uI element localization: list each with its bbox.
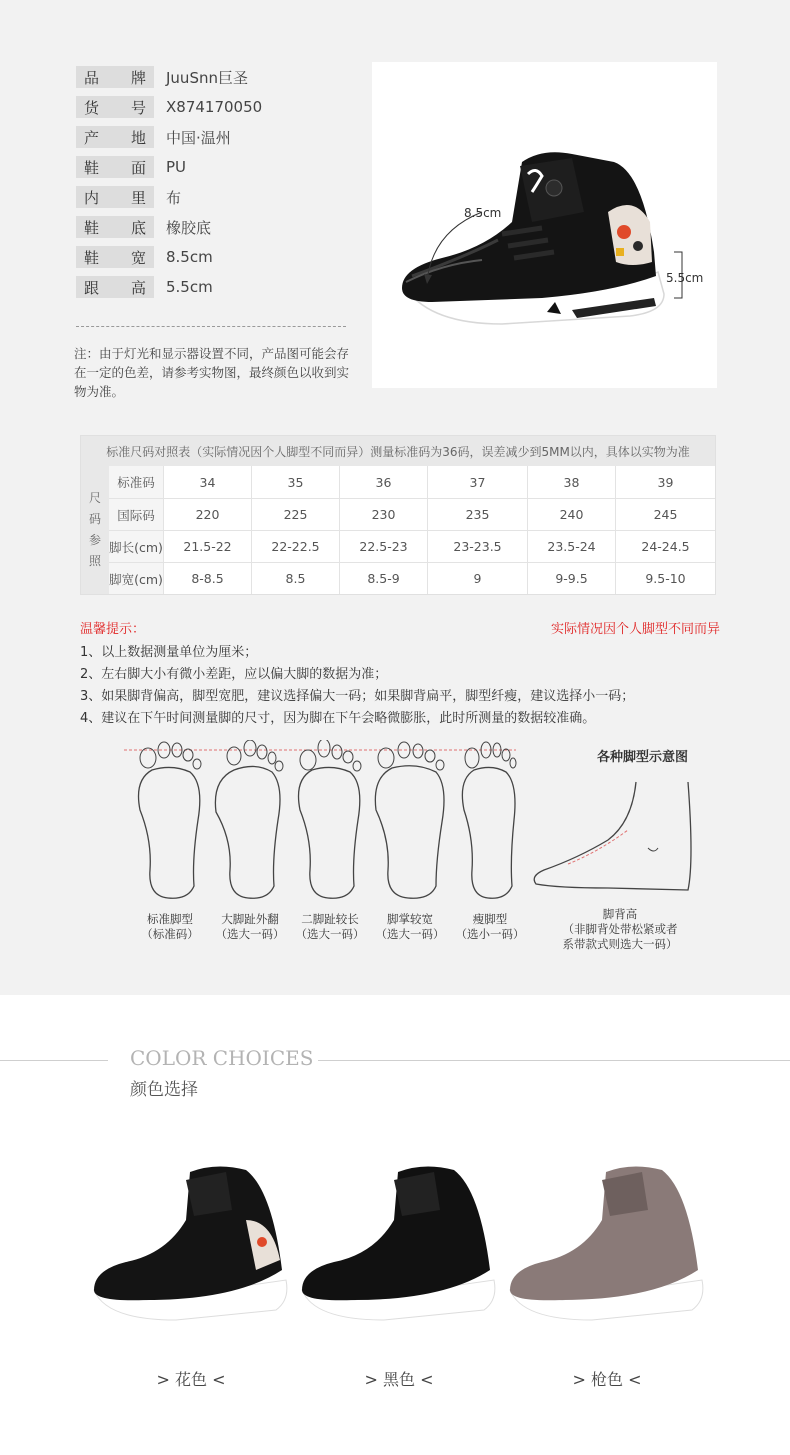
color-label-gunmetal[interactable]: > 枪色 < [572, 1370, 642, 1389]
foot-caption: 标准脚型 （标准码） [141, 912, 199, 941]
width-measure-label: 8.5cm [464, 206, 502, 220]
spec-row [76, 272, 346, 302]
size-row [109, 466, 715, 498]
section-divider [318, 1060, 790, 1061]
spec-value: X874170050 [166, 98, 263, 116]
spec-value: 橡胶底 [166, 218, 212, 237]
spec-key: 内 里 [76, 186, 154, 208]
color-note: 注：由于灯光和显示器设置不同，产品图可能会存在一定的色差，请参考实物图，最终颜色以收到实物为准。 [74, 346, 350, 399]
size-chart-title: 标准尺码对照表（实际情况因个人脚型不同而异）测量标准码为36码，误差减少到5MM以内，具体以实物为准 [81, 436, 715, 466]
size-cell: 8.5 [251, 563, 339, 594]
size-cell: 8.5-9 [339, 563, 427, 594]
foot-slim [452, 740, 528, 904]
tips-title: 温馨提示： [80, 622, 146, 637]
side-char: 码 [88, 512, 101, 526]
instep-illustration [528, 772, 708, 902]
side-char: 参 [88, 533, 101, 547]
size-cell: 22-22.5 [251, 531, 339, 562]
size-cell: 8-8.5 [163, 563, 251, 594]
color-choices-title: COLOR CHOICES [130, 1046, 314, 1070]
size-cell: 36 [339, 466, 427, 498]
color-label-black[interactable]: > 黑色 < [364, 1370, 434, 1389]
size-row [109, 562, 715, 594]
size-cell: 9 [427, 563, 527, 594]
spec-value: JuuSnn巨圣 [166, 68, 248, 87]
foot-caption: 脚掌较宽 （选大一码） [375, 912, 445, 941]
size-cell: 245 [615, 499, 715, 530]
size-cell: 38 [527, 466, 615, 498]
size-cell: 37 [427, 466, 527, 498]
row-label: 脚长(cm) [109, 531, 163, 562]
size-cell: 9.5-10 [615, 563, 715, 594]
foot-types [120, 740, 525, 950]
spec-row [76, 212, 346, 242]
size-cell: 225 [251, 499, 339, 530]
shoe-measure-illustration [372, 62, 717, 388]
spec-key: 鞋 面 [76, 156, 154, 178]
size-cell: 9-9.5 [527, 563, 615, 594]
color-choices-subtitle: 颜色选择 [130, 1080, 198, 1100]
foot-bunion [212, 740, 288, 904]
foot-wide [372, 740, 448, 904]
spec-key: 产 地 [76, 126, 154, 148]
side-char: 尺 [88, 491, 101, 505]
instep-caption: 脚背高 （非脚背处带松紧或者 系带款式则选大一码） [562, 907, 678, 951]
spec-key: 鞋 宽 [76, 246, 154, 268]
foot-caption: 瘦脚型 （选小一码） [455, 912, 525, 941]
side-char: 照 [88, 554, 101, 568]
size-cell: 240 [527, 499, 615, 530]
size-cell: 235 [427, 499, 527, 530]
row-label: 脚宽(cm) [109, 563, 163, 594]
size-cell: 21.5-22 [163, 531, 251, 562]
tips-list [80, 642, 634, 730]
spec-value: 5.5cm [166, 278, 213, 296]
spec-value: 8.5cm [166, 248, 213, 266]
spec-divider [76, 326, 346, 327]
spec-row [76, 92, 346, 122]
tips-disclaimer: 实际情况因个人脚型不同而异 [550, 622, 720, 637]
tip-item: 4、建议在下午时间测量脚的尺寸，因为脚在下午会略微膨胀，此时所测量的数据较准确。 [80, 711, 596, 726]
spec-key: 货 号 [76, 96, 154, 118]
shoe-option-black[interactable] [294, 1150, 504, 1330]
row-label: 国际码 [109, 499, 163, 530]
foot-caption: 大脚趾外翻 （选大一码） [215, 912, 285, 941]
spec-list [76, 62, 346, 302]
spec-key: 品 牌 [76, 66, 154, 88]
spec-row [76, 242, 346, 272]
spec-key: 鞋 底 [76, 216, 154, 238]
foot-long-second-toe [292, 740, 368, 904]
size-row [109, 498, 715, 530]
heel-measure-label: 5.5cm [666, 271, 704, 285]
spec-row [76, 152, 346, 182]
size-cell: 24-24.5 [615, 531, 715, 562]
shoe-option-floral[interactable] [86, 1150, 296, 1330]
spec-key: 跟 高 [76, 276, 154, 298]
size-cell: 220 [163, 499, 251, 530]
color-label-floral[interactable]: > 花色 < [156, 1370, 226, 1389]
size-cell: 23.5-24 [527, 531, 615, 562]
size-cell: 39 [615, 466, 715, 498]
size-chart [80, 435, 716, 595]
size-chart-side-label [81, 466, 109, 594]
tip-item: 1、以上数据测量单位为厘米； [80, 645, 258, 660]
size-cell: 230 [339, 499, 427, 530]
foot-types-title: 各种脚型示意图 [597, 750, 689, 765]
spec-row [76, 122, 346, 152]
size-cell: 34 [163, 466, 251, 498]
spec-value: PU [166, 158, 187, 176]
size-cell: 35 [251, 466, 339, 498]
hero-shoe-image [372, 62, 717, 388]
row-label: 标准码 [109, 466, 163, 498]
section-divider [0, 1060, 108, 1061]
foot-standard [132, 740, 208, 904]
spec-row [76, 62, 346, 92]
size-cell: 22.5-23 [339, 531, 427, 562]
size-row [109, 530, 715, 562]
spec-row [76, 182, 346, 212]
spec-value: 布 [166, 188, 182, 207]
tip-item: 2、左右脚大小有微小差距，应以偏大脚的数据为准； [80, 667, 388, 682]
shoe-option-gunmetal[interactable] [502, 1150, 712, 1330]
foot-caption: 二脚趾较长 （选大一码） [295, 912, 365, 941]
tip-item: 3、如果脚背偏高，脚型宽肥，建议选择偏大一码；如果脚背扁平，脚型纤瘦，建议选择小一码； [80, 689, 635, 704]
spec-value: 中国·温州 [166, 128, 231, 147]
size-cell: 23-23.5 [427, 531, 527, 562]
